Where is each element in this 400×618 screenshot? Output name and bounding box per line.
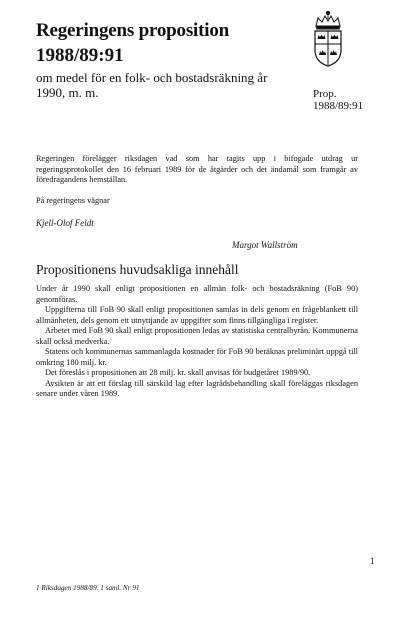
signatory-feldt: Kjell-Olof Feldt [36, 218, 94, 228]
document-subtitle: om medel för en folk- och bostadsräkning år 1990, m. m. [36, 70, 268, 100]
summary-paragraph: Det föreslås i propositionen att 28 milj. kr. skall anvisas för budgetåret 1989/90. [45, 368, 311, 377]
summary-paragraph: Avsikten är att ett förslag till särskild lag efter lagrådsbehandling skall föreläggas riksdagen senare under våren 1989. [36, 378, 358, 398]
summary-heading: Propositionens huvudsakliga innehåll [36, 262, 239, 277]
document-title: Regeringens proposition [36, 20, 229, 41]
proposition-number-title: 1988/89:91 [36, 45, 124, 66]
page-number: 1 [370, 556, 375, 566]
prop-number: 1988/89:91 [313, 100, 364, 112]
summary-body [36, 284, 358, 400]
signatory-wallstrom: Margot Wallström [232, 240, 298, 250]
prop-label: Prop. [313, 88, 337, 100]
crest-icon [308, 10, 348, 68]
footer-reference: 1 Riksdagen 1988/89. 1 saml. Nr 91 [36, 584, 140, 592]
on-behalf-line: På regeringens vägnar [36, 196, 110, 205]
intro-paragraph: Regeringen förelägger riksdagen vad som har tagits upp i bifogade utdrag ur regeringsprotokollet den 16 februari 1989 för de åtgärder och det ändamål som framgår av föredragandens hemställan. [36, 154, 358, 185]
summary-paragraph: Statens och kommunernas sammanlagda kostnader för FoB 90 beräknas preliminärt uppgå till omkring 180 milj. kr. [36, 347, 358, 367]
summary-paragraph: Uppgifterna till FoB 90 skall enligt propositionen samlas in dels genom en frågeblankett till allmänheten, dels genom ett utnyttjande av uppgifter som finns tillgängliga i register. [36, 305, 358, 325]
summary-paragraph: Under år 1990 skall enligt propositionen en allmän folk- och bostadsräkning (FoB 90) genomföras. [36, 284, 358, 304]
summary-paragraph: Arbetet med FoB 90 skall enligt propositionen ledas av statistiska centralbyrån. Kommunerna skall också medverka. [36, 326, 358, 346]
